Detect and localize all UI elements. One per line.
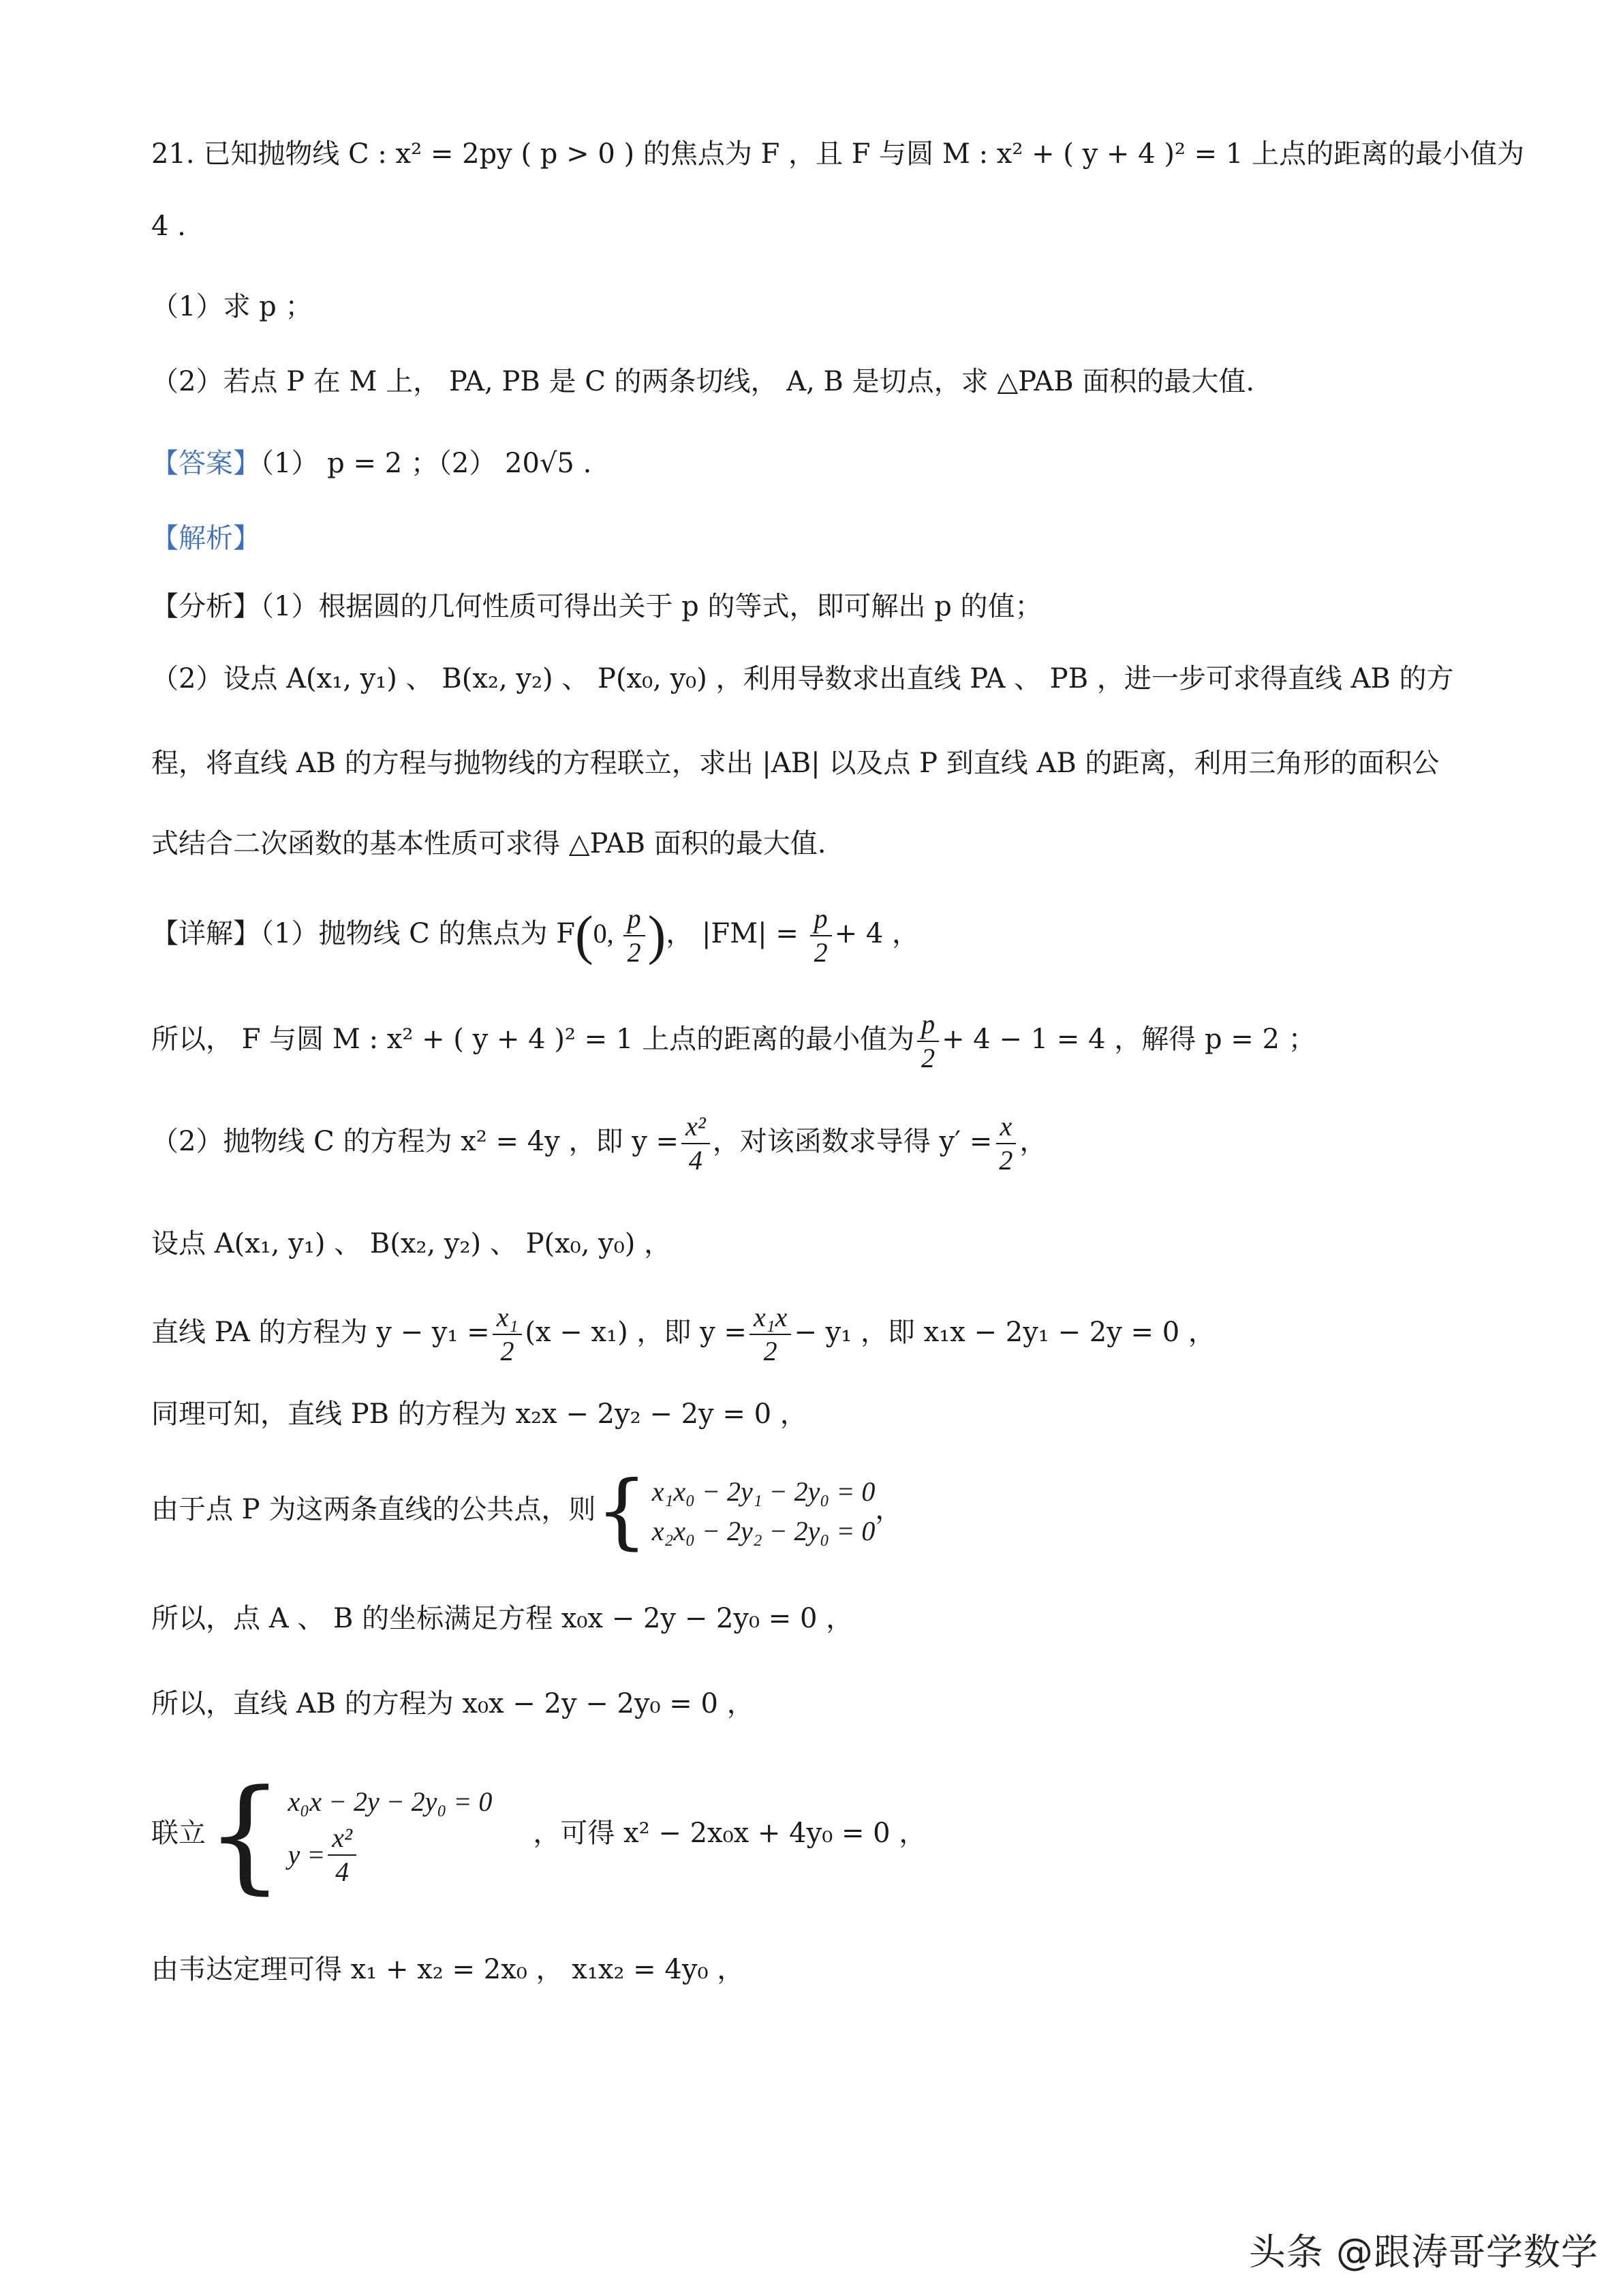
system-row-2 <box>288 1822 493 1888</box>
equation-system-2 <box>206 1764 493 1906</box>
detail-l5-mid: (x − x₁) ，即 y = <box>525 1317 747 1348</box>
frac-p-over-2-c <box>917 1008 939 1075</box>
row2-lhs: y = <box>288 1839 326 1870</box>
detail-l3-mid: ，对该函数求导得 y′ = <box>712 1126 993 1157</box>
answer-line <box>151 443 1521 484</box>
fenxi-line-3: 程，将直线 AB 的方程与抛物线的方程联立，求出 |AB| 以及点 P 到直线 AB 的距离，利用三角形的面积公 <box>151 748 1440 779</box>
answer-tag: 【答案】 <box>151 448 260 479</box>
frac-den: 2 <box>814 937 828 968</box>
system-row-1: x₁x₀ − 2y₁ − 2y₀ = 0 <box>651 1476 876 1507</box>
detail-l10-end: ，可得 x² − 2x₀x + 4y₀ = 0 ， <box>533 1818 927 1849</box>
frac-num: p <box>623 902 645 936</box>
frac-num: x² <box>681 1110 710 1144</box>
frac-den: 2 <box>999 1145 1013 1176</box>
frac-x1x-over-2 <box>749 1301 791 1368</box>
detail-l2-end: + 4 − 1 = 4 ，解得 p = 2 ； <box>942 1024 1316 1055</box>
answer-text: （1） p = 2 ；（2） 20√5 . <box>260 448 592 479</box>
detail-tag: 【详解】 <box>151 918 260 949</box>
frac-den: 2 <box>627 937 641 968</box>
question-1: （1）求 p ； <box>151 291 313 322</box>
detail-line-11: 由韦达定理可得 x₁ + x₂ = 2x₀ ， x₁x₂ = 4y₀ ， <box>151 1954 745 1985</box>
detail-line-4: 设点 A(x₁, y₁) 、 B(x₂, y₂) 、 P(x₀, y₀) ， <box>151 1228 672 1259</box>
fenxi-line-2: （2）设点 A(x₁, y₁) 、 B(x₂, y₂) 、 P(x₀, y₀) ，利用导数求出直线 PA 、 PB ，进一步可求得直线 AB 的方 <box>151 663 1454 694</box>
focus-zero: 0, <box>593 918 621 949</box>
frac-num: x₁ <box>493 1301 523 1335</box>
frac-num: x <box>996 1110 1017 1144</box>
detail-line-5 <box>151 1295 1521 1370</box>
problem-line-1: 21. 已知抛物线 C : x² = 2py ( p > 0 ) 的焦点为 F ，且 F 与圆 M : x² + ( y + 4 )² = 1 上点的距离的最小值为 <box>151 138 1525 170</box>
detail-l7-prefix: 由于点 P 为这两条直线的公共点，则 <box>151 1494 596 1525</box>
frac-num: p <box>917 1008 939 1042</box>
problem-line-2: 4 . <box>151 211 186 242</box>
watermark: 头条 @跟涛哥学数学 <box>1248 2231 1598 2274</box>
detail-line-6: 同理可知，直线 PB 的方程为 x₂x − 2y₂ − 2y = 0 ， <box>151 1398 807 1430</box>
frac-x2-over-4 <box>681 1110 710 1177</box>
detail-l5-end: − y₁ ，即 x₁x − 2y₁ − 2y = 0 ， <box>794 1317 1216 1348</box>
detail-l2-prefix: 所以， F 与圆 M : x² + ( y + 4 )² = 1 上点的距离的最小值为 <box>151 1024 915 1055</box>
fenxi-tag: 【分析】 <box>151 591 260 622</box>
detail-l5-prefix: 直线 PA 的方程为 y − y₁ = <box>151 1317 490 1348</box>
frac-x-over-2 <box>995 1110 1017 1177</box>
left-brace: { <box>596 1464 648 1559</box>
detail-line-2 <box>151 1002 1521 1077</box>
system-row-1: x₀x − 2y − 2y₀ = 0 <box>288 1786 493 1817</box>
fenxi-line-1 <box>151 586 1521 627</box>
detail-line-10 <box>151 1764 1521 1906</box>
fenxi-line-4: 式结合二次函数的基本性质可求得 △PAB 面积的最大值. <box>151 828 826 859</box>
detail-line-8: 所以，点 A 、 B 的坐标满足方程 x₀x − 2y − 2y₀ = 0 ， <box>151 1603 854 1634</box>
detail-l1-fm: ， |FM| = <box>666 918 807 949</box>
detail-l3-end: ， <box>1019 1126 1047 1157</box>
system-rows <box>288 1771 493 1900</box>
system-row-2: x₂x₀ − 2y₂ − 2y₀ = 0 <box>651 1516 876 1546</box>
frac-num: x² <box>328 1822 356 1856</box>
detail-line-1 <box>151 896 1521 971</box>
system-rows <box>652 1471 876 1552</box>
detail-l3-prefix: （2）抛物线 C 的方程为 x² = 4y ，即 y = <box>151 1126 679 1157</box>
detail-l1-end: + 4 ， <box>834 918 919 949</box>
detail-l1-prefix: （1）抛物线 C 的焦点为 F <box>260 918 575 949</box>
analysis-tag: 【解析】 <box>151 523 260 554</box>
frac-p-over-2 <box>623 902 645 969</box>
left-brace: { <box>206 1764 284 1906</box>
detail-l7-end: ， <box>875 1494 903 1525</box>
detail-line-9: 所以，直线 AB 的方程为 x₀x − 2y − 2y₀ = 0 ， <box>151 1688 754 1719</box>
question-2: （2）若点 P 在 M 上， PA, PB 是 C 的两条切线， A, B 是切点，求 △PAB 面积的最大值. <box>151 366 1255 397</box>
paren-close: ) <box>647 906 666 966</box>
frac-den: 2 <box>921 1043 936 1073</box>
detail-l10-prefix: 联立 <box>151 1818 206 1849</box>
detail-line-3 <box>151 1104 1521 1179</box>
frac-num: p <box>810 902 832 936</box>
frac-den: 4 <box>688 1145 702 1176</box>
frac-num: x₁x <box>749 1301 791 1335</box>
frac-x2-over-4-b <box>328 1822 356 1888</box>
equation-system-1 <box>596 1464 876 1559</box>
paren-open: ( <box>574 906 593 966</box>
frac-den: 4 <box>335 1856 350 1887</box>
frac-den: 2 <box>763 1336 777 1366</box>
frac-p-over-2-b <box>810 902 832 969</box>
fenxi-text-1: （1）根据圆的几何性质可得出关于 p 的等式，即可解出 p 的值； <box>260 591 1042 622</box>
detail-line-7 <box>151 1464 1521 1559</box>
frac-x1-over-2 <box>493 1301 523 1368</box>
frac-den: 2 <box>500 1336 514 1366</box>
